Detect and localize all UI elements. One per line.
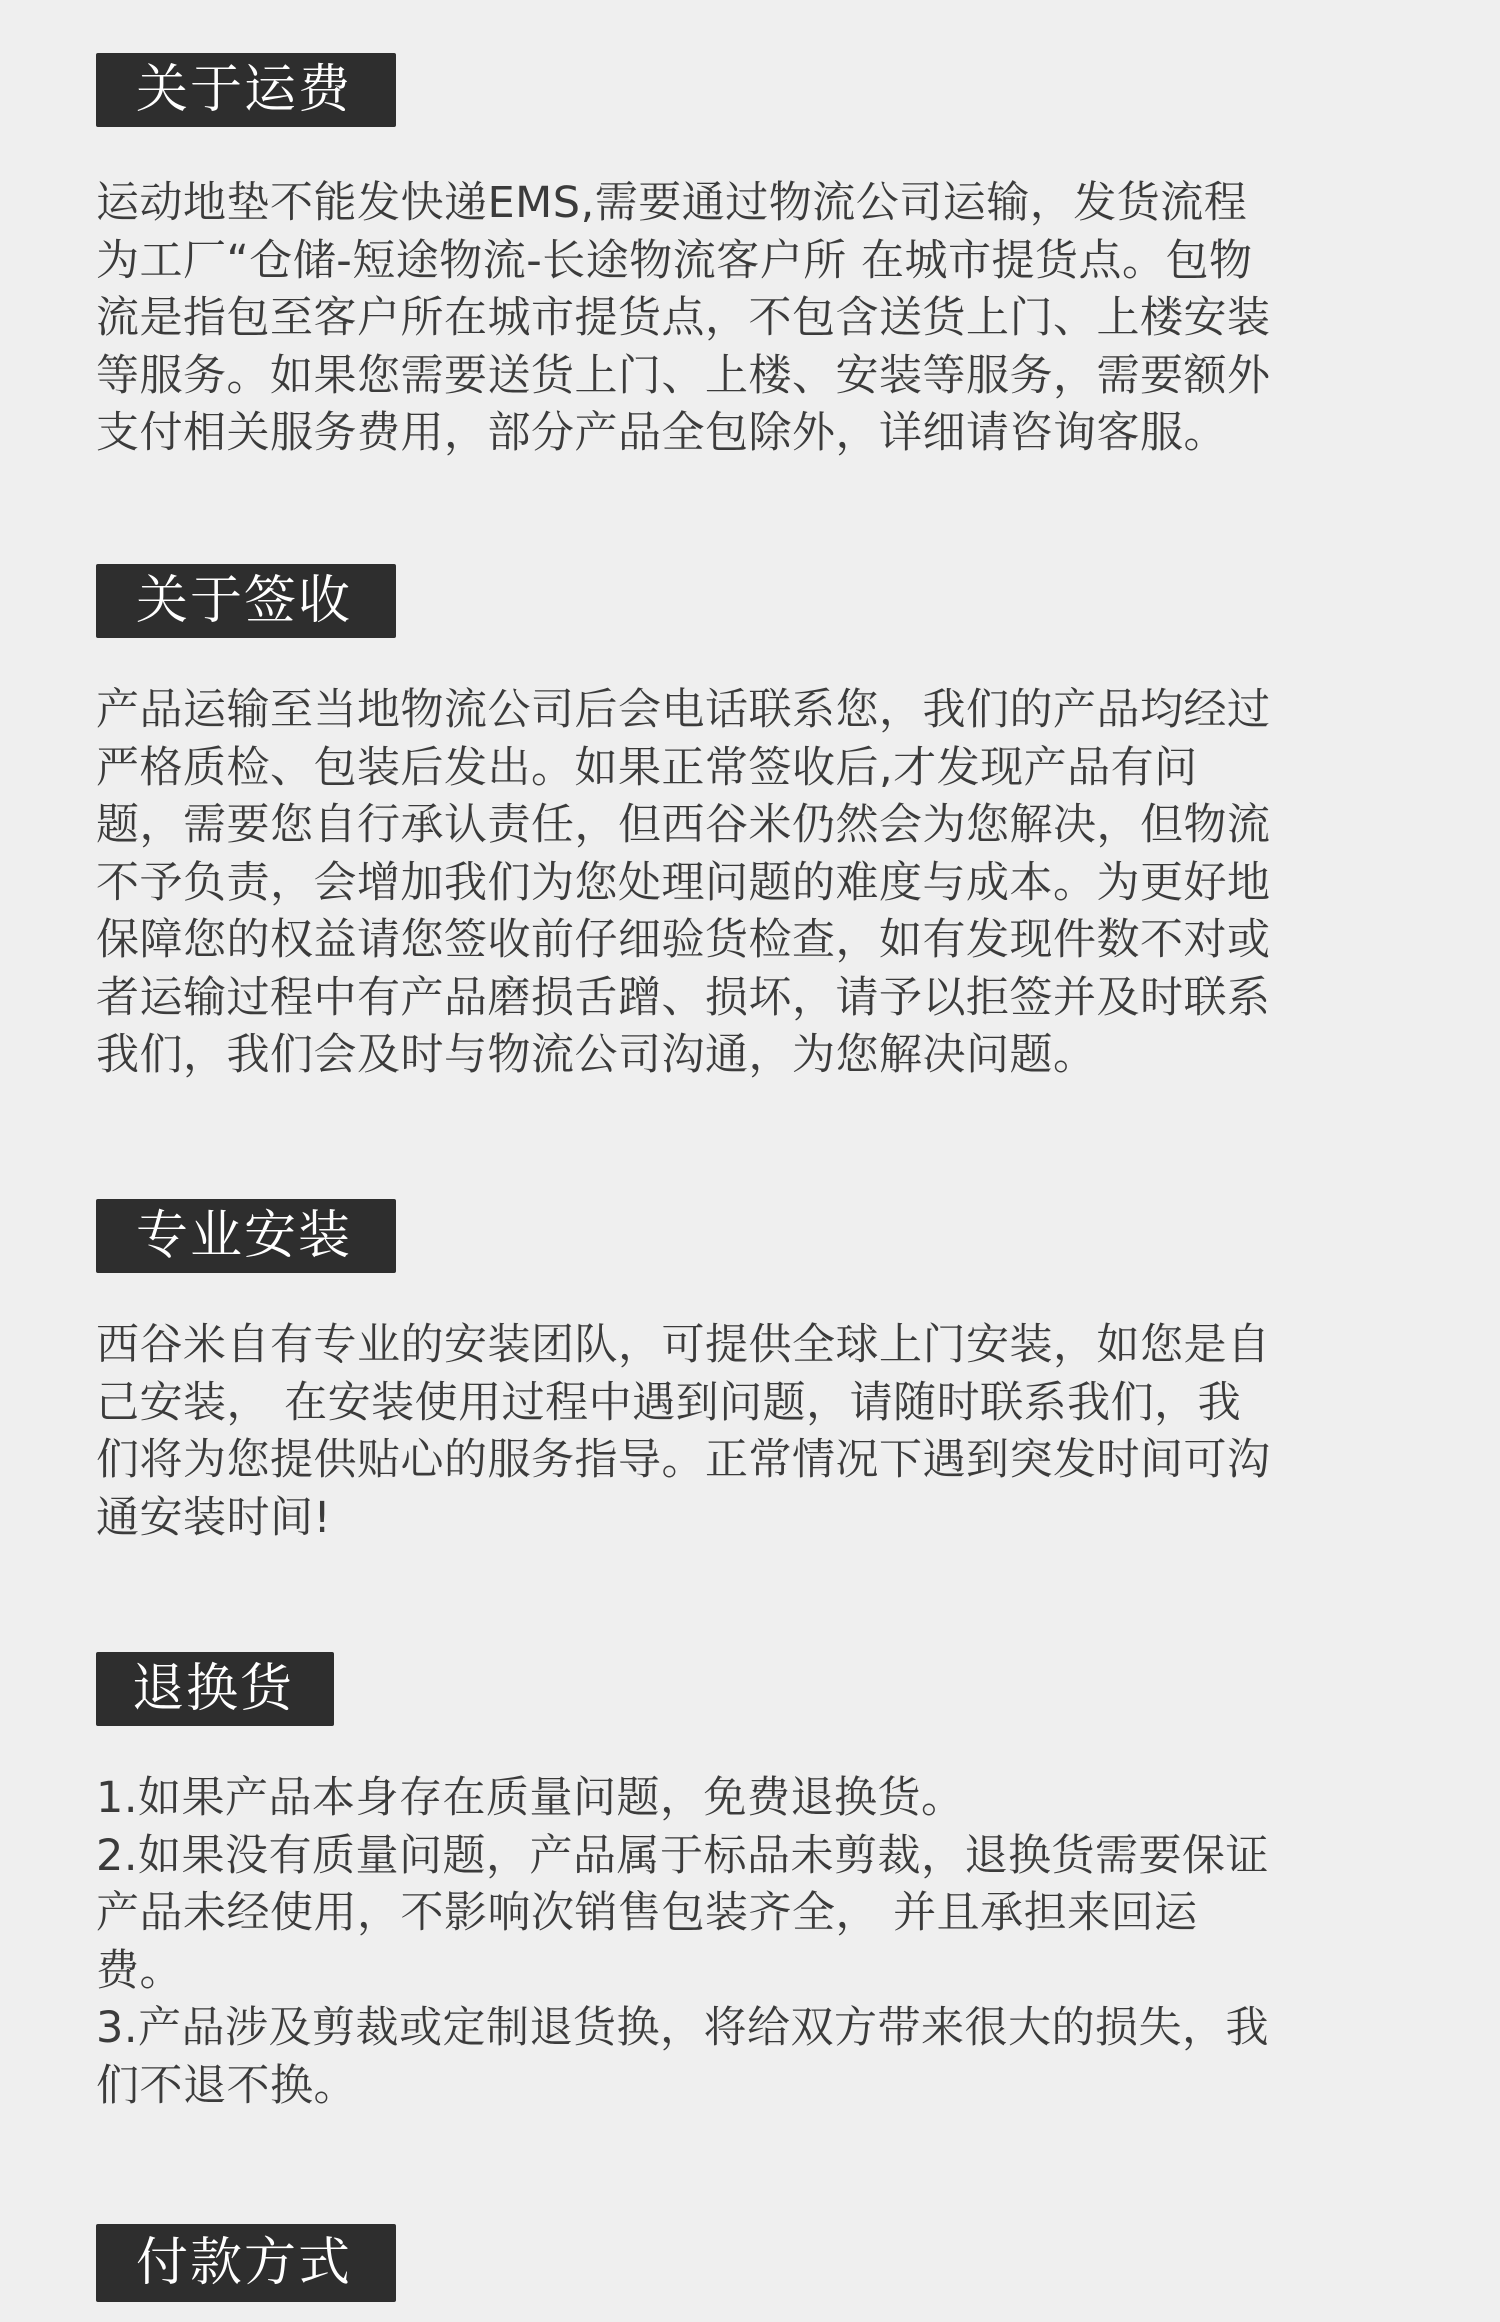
section-body [96,1317,1396,1547]
text-line: 流是指包至客户所在城市提货点，不包含送货上门、上楼安装 [96,293,1271,343]
section-title: 付款方式 [96,2224,396,2302]
section-title: 退换货 [96,1652,334,1726]
text-line: 题，需要您自行承认责任，但西谷米仍然会为您解决，但物流 [96,800,1271,850]
text-line: 西谷米自有专业的安装团队，可提供全球上门安装，如您是自 [96,1320,1271,1370]
text-line: 3.产品涉及剪裁或定制退货换，将给双方带来很大的损失，我 [96,2003,1270,2053]
section-title: 关于签收 [96,564,396,638]
section-body [96,682,1396,1085]
text-line: 2.如果没有质量问题，产品属于标品未剪裁，退换货需要保证 [96,1830,1270,1881]
text-line: 产品运输至当地物流公司后会电话联系您，我们的产品均经过 [96,685,1271,735]
text-line: 运动地垫不能发快递EMS,需要通过物流公司运输，发货流程 [96,178,1248,228]
text-line: 们不退不换。 [96,2060,357,2111]
text-line: 支付相关服务费用，部分产品全包除外，详细请咨询客服。 [96,408,1227,458]
section-returns [96,1652,1396,2115]
text-line: 们将为您提供贴心的服务指导。正常情况下遇到突发时间可沟 [96,1435,1271,1485]
section-installation [96,1199,1396,1547]
text-line: 1.如果产品本身存在质量问题，免费退换货。 [96,1773,965,1823]
text-line: 费。 [96,1945,183,1996]
text-line: 不予负责，会增加我们为您处理问题的难度与成本。为更好地 [96,857,1271,908]
section-receipt [96,564,1396,1085]
text-line: 通安装时间! [96,1492,332,1543]
text-line: 己安装， 在安装使用过程中遇到问题，请随时联系我们，我 [96,1377,1242,1428]
text-line: 者运输过程中有产品磨损舌蹭、损坏，请予以拒签并及时联系 [96,972,1271,1023]
text-line: 严格质检、包装后发出。如果正常签收后,才发现产品有问 [96,742,1198,793]
section-shipping [96,53,1396,463]
section-body [96,1770,1396,2115]
text-line: 我们，我们会及时与物流公司沟通，为您解决问题。 [96,1030,1097,1080]
text-line: 为工厂“仓储-短途物流-长途物流客户所 在城市提货点。包物 [96,235,1253,286]
section-title: 关于运费 [96,53,396,127]
text-line: 保障您的权益请您签收前仔细验货检查，如有发现件数不对或 [96,915,1271,965]
text-line: 等服务。如果您需要送货上门、上楼、安装等服务，需要额外 [96,350,1271,401]
section-body [96,175,1396,463]
text-line: 产品未经使用，不影响次销售包装齐全， 并且承担来回运 [96,1888,1198,1938]
section-title: 专业安装 [96,1199,396,1273]
section-payment [96,2224,1396,2302]
